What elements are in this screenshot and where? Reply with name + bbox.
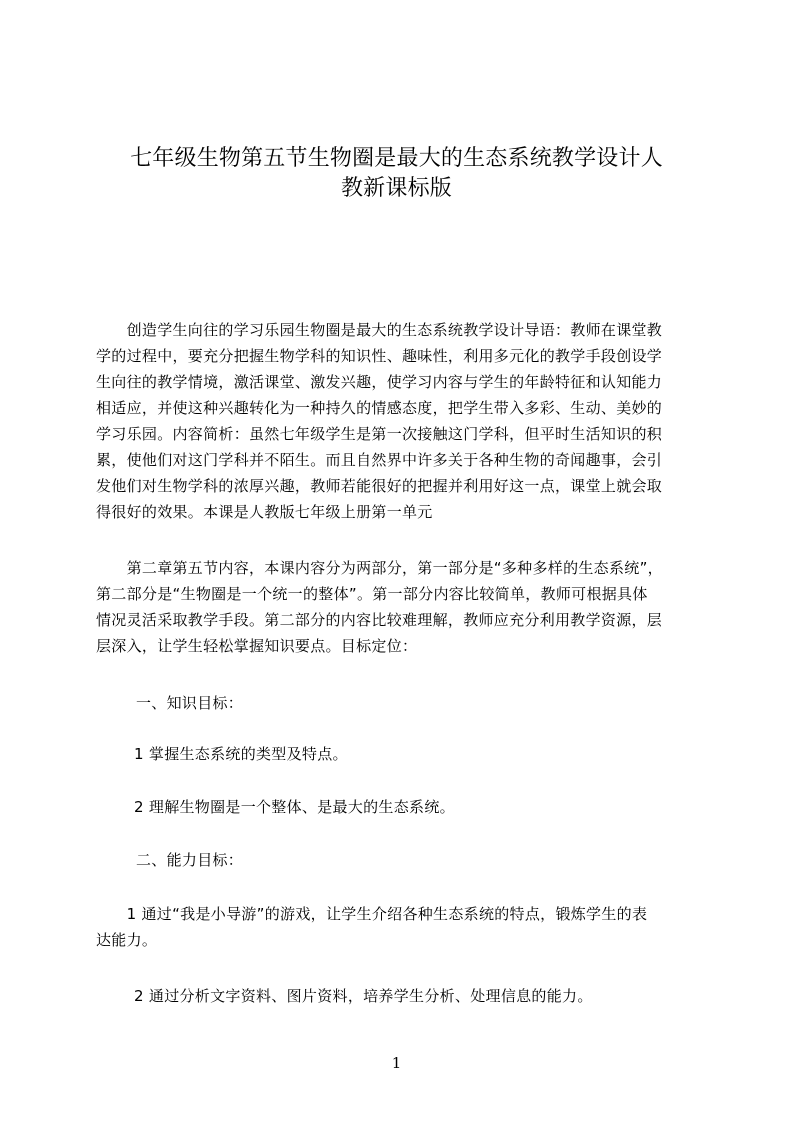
knowledge-item-1: 1 掌握生态系统的类型及特点。 — [134, 745, 348, 763]
content-line-3: 情况灵活采取教学手段。第二部分的内容比较难理解，教师应充分利用教学资源，层 — [96, 611, 663, 629]
content-line-4: 层深入，让学生轻松掌握知识要点。目标定位： — [96, 637, 418, 655]
intro-paragraph — [96, 317, 700, 525]
intro-line-6: 累，使他们对这门学科并不陌生。而且自然界中许多关于各种生物的奇闻趣事，会引 — [96, 451, 663, 469]
ability-item-1-line-2: 达能力。 — [96, 931, 158, 949]
content-paragraph — [96, 555, 700, 659]
intro-line-8: 得很好的效果。本课是人教版七年级上册第一单元 — [96, 503, 433, 521]
intro-line-4: 相适应，并使这种兴趣转化为一种持久的情感态度，把学生带入多彩、生动、美妙的 — [96, 399, 663, 417]
intro-line-2: 学的过程中，要充分把握生物学科的知识性、趣味性，利用多元化的教学手段创设学 — [96, 347, 663, 365]
knowledge-item-2: 2 理解生物圈是一个整体、是最大的生态系统。 — [134, 798, 455, 816]
ability-goals-heading: 二、能力目标： — [136, 851, 244, 869]
ability-item-1-line-1: 1 通过“我是小导游”的游戏，让学生介绍各种生态系统的特点，锻炼学生的表 — [96, 905, 648, 923]
intro-line-5: 学习乐园。内容简析：虽然七年级学生是第一次接触这门学科，但平时生活知识的积 — [96, 425, 663, 443]
content-line-2: 第二部分是“生物圈是一个统一的整体”。第一部分内容比较简单，教师可根据具体 — [96, 585, 648, 603]
knowledge-goals-heading: 一、知识目标： — [136, 694, 244, 712]
intro-line-7: 发他们对生物学科的浓厚兴趣，教师若能很好的把握并利用好这一点，课堂上就会取 — [96, 477, 663, 495]
page-number: 1 — [391, 1054, 402, 1072]
intro-line-3: 生向往的教学情境，激活课堂、激发兴趣，使学习内容与学生的年龄特征和认知能力 — [96, 373, 663, 391]
content-line-1: 第二章第五节内容，本课内容分为两部分，第一部分是“多种多样的生态系统”， — [96, 559, 663, 577]
title-line-1: 七年级生物第五节生物圈是最大的生态系统教学设计人 — [130, 146, 663, 171]
document-title — [60, 144, 733, 204]
ability-item-2: 2 通过分析文字资料、图片资料，培养学生分析、处理信息的能力。 — [134, 987, 593, 1005]
title-line-2: 教新课标版 — [340, 176, 452, 201]
intro-line-1: 创造学生向往的学习乐园生物圈是最大的生态系统教学设计导语：教师在课堂教 — [96, 321, 663, 339]
ability-item-1 — [96, 901, 700, 953]
